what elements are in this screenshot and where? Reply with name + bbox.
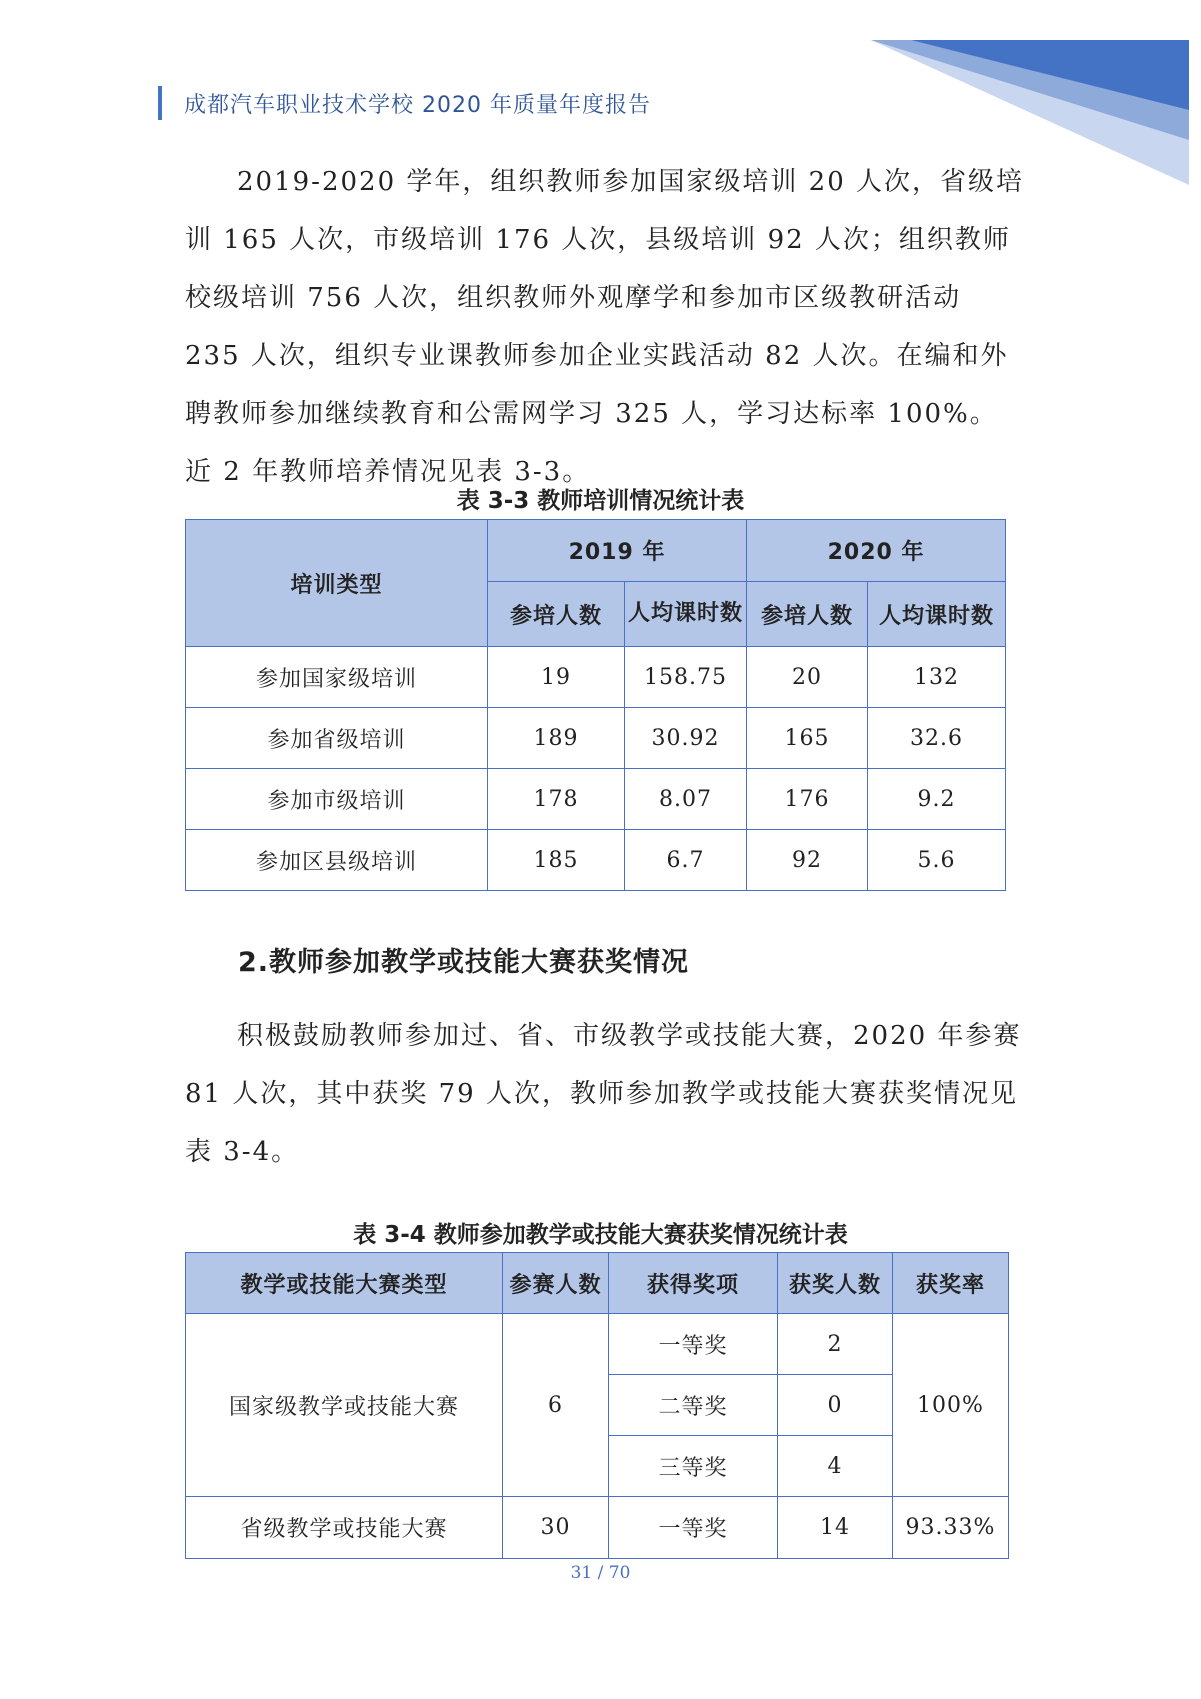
cell: 32.6 bbox=[868, 708, 1006, 769]
training-paragraph bbox=[185, 153, 1025, 501]
award-count: 2 bbox=[778, 1314, 893, 1375]
table-row bbox=[186, 830, 1006, 891]
teacher-training-table bbox=[185, 519, 1006, 891]
award-level: 二等奖 bbox=[609, 1375, 778, 1436]
cell: 176 bbox=[747, 769, 868, 830]
header-award-rate: 获奖率 bbox=[893, 1253, 1009, 1314]
national-award-rate: 100% bbox=[893, 1314, 1009, 1497]
provincial-award-rate: 93.33% bbox=[893, 1497, 1009, 1559]
training-paragraph-text: 2019-2020 学年，组织教师参加国家级培训 20 人次，省级培训 165 人次，市级培训 176 人次，县级培训 92 人次；组织教师校级培训 756 人次，组织教师外观摩学和参加市区级教研活动 235 人次，组织专业课教师参加企业实践活动 82 人次。在编和外聘教师参加继续教育和公需网学习 325 人，学习达标率 100%。近 2 年教师培养情况见表 3-3。 bbox=[185, 167, 1024, 487]
award-count: 4 bbox=[778, 1436, 893, 1497]
page-number: 31 / 70 bbox=[570, 1563, 631, 1583]
cell: 19 bbox=[488, 647, 625, 708]
competition-awards-table bbox=[185, 1252, 1009, 1559]
award-count: 0 bbox=[778, 1375, 893, 1436]
row-label: 参加市级培训 bbox=[186, 769, 488, 830]
award-count: 14 bbox=[778, 1497, 893, 1559]
cell: 8.07 bbox=[625, 769, 747, 830]
cell: 30.92 bbox=[625, 708, 747, 769]
cell: 189 bbox=[488, 708, 625, 769]
national-competition-type: 国家级教学或技能大赛 bbox=[186, 1314, 503, 1497]
table-3-4-caption: 表 3-4 教师参加教学或技能大赛获奖情况统计表 bbox=[353, 1222, 848, 1248]
section-2-heading: 2.教师参加教学或技能大赛获奖情况 bbox=[238, 947, 690, 978]
table-row bbox=[186, 769, 1006, 830]
table-3-3-caption: 表 3-3 教师培训情况统计表 bbox=[456, 488, 745, 514]
competition-paragraph bbox=[185, 1007, 1025, 1181]
header-training-type: 培训类型 bbox=[186, 520, 488, 647]
provincial-competition-type: 省级教学或技能大赛 bbox=[186, 1497, 503, 1559]
award-level: 一等奖 bbox=[609, 1314, 778, 1375]
header-hours-2020: 人均课时数 bbox=[868, 582, 1006, 647]
table-row bbox=[186, 647, 1006, 708]
header-competition-type: 教学或技能大赛类型 bbox=[186, 1253, 503, 1314]
table-row bbox=[186, 708, 1006, 769]
row-label: 参加国家级培训 bbox=[186, 647, 488, 708]
row-label: 参加省级培训 bbox=[186, 708, 488, 769]
national-participants: 6 bbox=[503, 1314, 609, 1497]
cell: 5.6 bbox=[868, 830, 1006, 891]
cell: 185 bbox=[488, 830, 625, 891]
cell: 132 bbox=[868, 647, 1006, 708]
header-participants-2020: 参培人数 bbox=[747, 582, 868, 647]
cell: 178 bbox=[488, 769, 625, 830]
cell: 158.75 bbox=[625, 647, 747, 708]
cell: 9.2 bbox=[868, 769, 1006, 830]
header-year-2020: 2020 年 bbox=[747, 520, 1006, 582]
cell: 92 bbox=[747, 830, 868, 891]
award-level: 一等奖 bbox=[609, 1497, 778, 1559]
cell: 6.7 bbox=[625, 830, 747, 891]
header-year-2019: 2019 年 bbox=[488, 520, 747, 582]
report-header-title: 成都汽车职业技术学校 2020 年质量年度报告 bbox=[184, 93, 651, 118]
cell: 20 bbox=[747, 647, 868, 708]
table-row bbox=[186, 1497, 1009, 1559]
competition-paragraph-text: 积极鼓励教师参加过、省、市级教学或技能大赛，2020 年参赛 81 人次，其中获奖 79 人次，教师参加教学或技能大赛获奖情况见表 3-4。 bbox=[185, 1021, 1022, 1167]
row-label: 参加区县级培训 bbox=[186, 830, 488, 891]
header-accent-bar bbox=[158, 86, 162, 120]
provincial-participants: 30 bbox=[503, 1497, 609, 1559]
header-participants-2019: 参培人数 bbox=[488, 582, 625, 647]
table-row bbox=[186, 1314, 1009, 1375]
header-award-count: 获奖人数 bbox=[778, 1253, 893, 1314]
header-participants: 参赛人数 bbox=[503, 1253, 609, 1314]
header-hours-2019: 人均课时数 bbox=[625, 582, 747, 647]
cell: 165 bbox=[747, 708, 868, 769]
header-award-level: 获得奖项 bbox=[609, 1253, 778, 1314]
award-level: 三等奖 bbox=[609, 1436, 778, 1497]
